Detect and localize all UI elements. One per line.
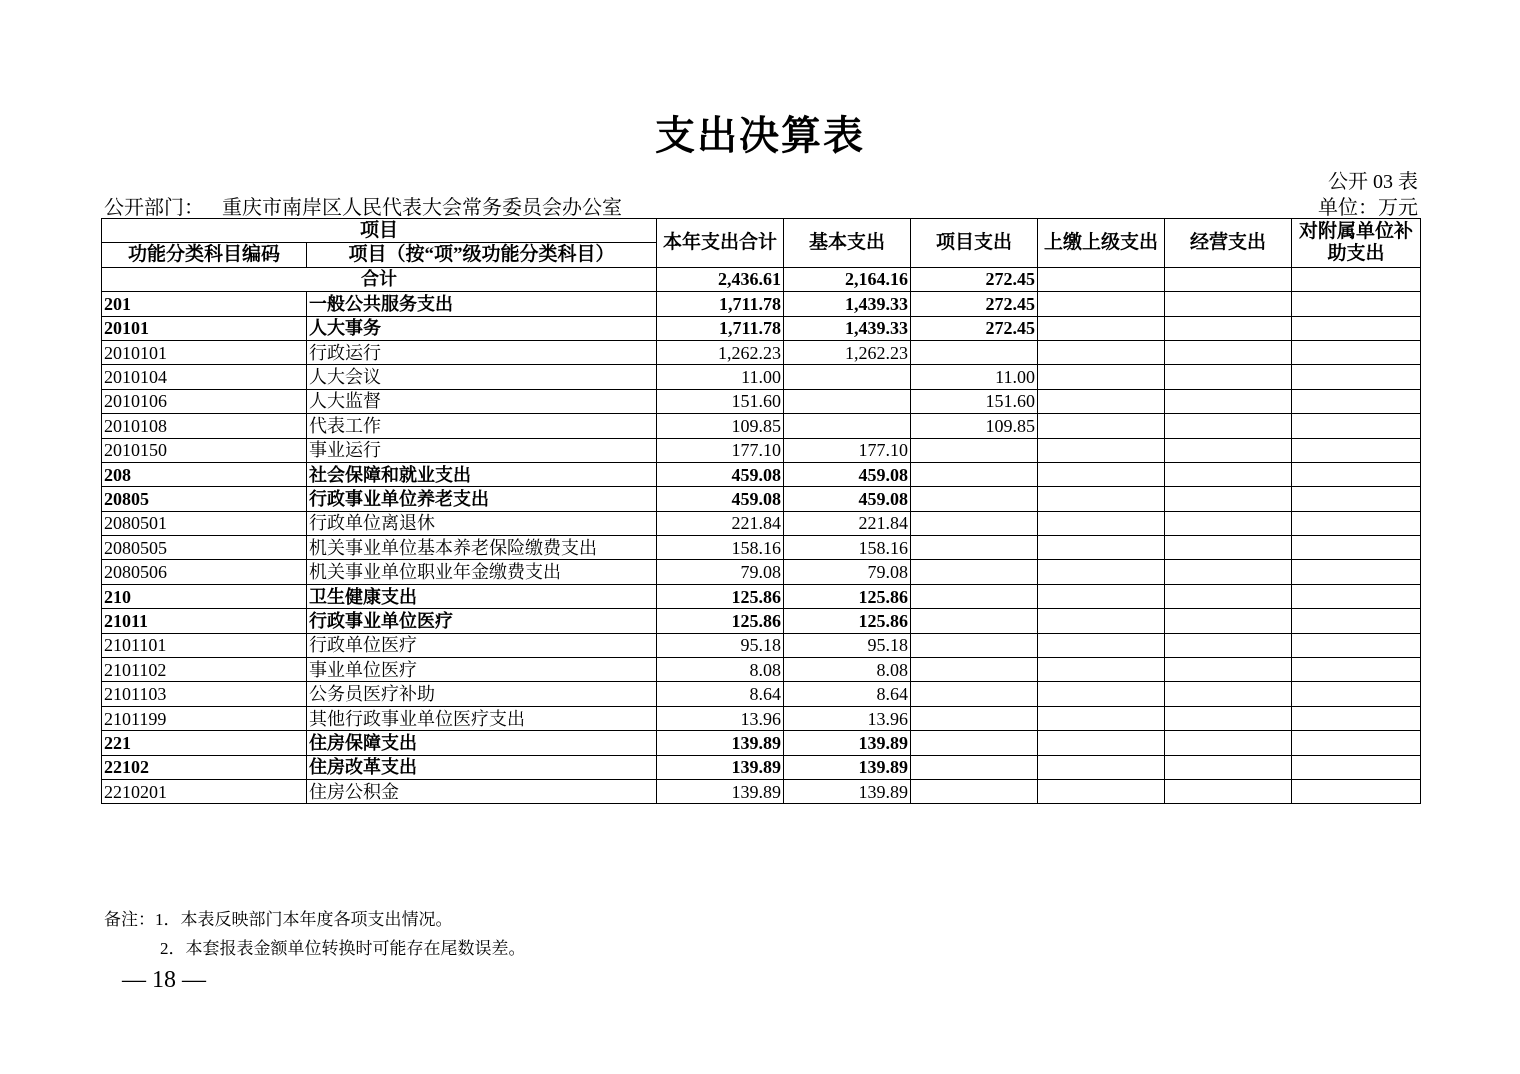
row-basic: 139.89 [784,731,911,755]
header-subsidy: 对附属单位补助支出 [1292,219,1421,268]
header-upper: 上缴上级支出 [1038,219,1165,268]
row-business [1165,487,1292,511]
row-business [1165,511,1292,535]
row-subsidy [1292,487,1421,511]
row-upper [1038,658,1165,682]
row-basic: 79.08 [784,560,911,584]
row-code: 21011 [102,609,307,633]
row-upper [1038,365,1165,389]
row-project [911,755,1038,779]
row-name: 行政运行 [307,340,657,364]
row-project [911,633,1038,657]
row-total: 11.00 [657,365,784,389]
total-row [102,267,1421,291]
row-subsidy [1292,292,1421,316]
row-name: 卫生健康支出 [307,584,657,608]
page-title: 支出决算表 [655,113,865,158]
row-business [1165,438,1292,462]
row-basic: 95.18 [784,633,911,657]
row-basic: 8.64 [784,682,911,706]
row-upper [1038,414,1165,438]
row-upper [1038,438,1165,462]
table-row [102,438,1421,462]
row-total: 1,262.23 [657,340,784,364]
row-project: 109.85 [911,414,1038,438]
row-upper [1038,682,1165,706]
row-code: 2210201 [102,779,307,803]
row-business [1165,755,1292,779]
row-total: 459.08 [657,462,784,486]
row-name: 行政单位医疗 [307,633,657,657]
table-row [102,755,1421,779]
row-subsidy [1292,511,1421,535]
row-code: 2101103 [102,682,307,706]
total-basic: 2,164.16 [784,267,911,291]
row-name: 行政事业单位养老支出 [307,487,657,511]
row-total: 109.85 [657,414,784,438]
table-row [102,365,1421,389]
header-code: 功能分类科目编码 [102,243,307,267]
row-code: 2010101 [102,340,307,364]
row-project [911,658,1038,682]
row-subsidy [1292,779,1421,803]
header-project: 项目支出 [911,219,1038,268]
row-basic: 125.86 [784,609,911,633]
row-upper [1038,633,1165,657]
row-code: 2101102 [102,658,307,682]
row-code: 201 [102,292,307,316]
row-upper [1038,292,1165,316]
row-basic [784,365,911,389]
row-code: 208 [102,462,307,486]
row-business [1165,682,1292,706]
row-project [911,706,1038,730]
row-total: 151.60 [657,389,784,413]
row-name: 一般公共服务支出 [307,292,657,316]
header-name: 项目（按“项”级功能分类科目） [307,243,657,267]
row-total: 125.86 [657,584,784,608]
row-business [1165,414,1292,438]
row-subsidy [1292,536,1421,560]
header-total: 本年支出合计 [657,219,784,268]
row-subsidy [1292,706,1421,730]
row-project [911,731,1038,755]
header-business: 经营支出 [1165,219,1292,268]
row-basic: 158.16 [784,536,911,560]
row-upper [1038,560,1165,584]
row-name: 事业运行 [307,438,657,462]
row-upper [1038,536,1165,560]
row-business [1165,731,1292,755]
table-row [102,633,1421,657]
row-code: 2080501 [102,511,307,535]
row-name: 住房保障支出 [307,731,657,755]
row-code: 2010104 [102,365,307,389]
row-name: 住房改革支出 [307,755,657,779]
row-subsidy [1292,560,1421,584]
note-1: 备注：1．本表反映部门本年度各项支出情况。 [104,910,453,929]
row-basic: 1,439.33 [784,292,911,316]
row-subsidy [1292,365,1421,389]
row-total: 95.18 [657,633,784,657]
row-business [1165,389,1292,413]
expenditure-table [101,218,1421,804]
row-business [1165,633,1292,657]
row-total: 139.89 [657,731,784,755]
row-code: 2080506 [102,560,307,584]
row-subsidy [1292,438,1421,462]
row-basic: 459.08 [784,462,911,486]
table-row [102,292,1421,316]
table-row [102,340,1421,364]
row-business [1165,292,1292,316]
row-code: 2080505 [102,536,307,560]
row-basic [784,389,911,413]
department-name: 重庆市南岸区人民代表大会常务委员会办公室 [222,197,622,219]
row-total: 8.64 [657,682,784,706]
row-basic: 139.89 [784,779,911,803]
row-business [1165,462,1292,486]
row-name: 住房公积金 [307,779,657,803]
page-number: — 18 — [122,967,206,993]
total-project: 272.45 [911,267,1038,291]
header-basic: 基本支出 [784,219,911,268]
department-label: 公开部门： [104,197,204,219]
row-basic: 1,262.23 [784,340,911,364]
row-basic [784,414,911,438]
unit-label: 单位：万元 [1318,197,1418,219]
row-basic: 459.08 [784,487,911,511]
row-subsidy [1292,633,1421,657]
row-total: 158.16 [657,536,784,560]
row-business [1165,706,1292,730]
row-upper [1038,584,1165,608]
row-code: 210 [102,584,307,608]
total-upper [1038,267,1165,291]
row-upper [1038,389,1165,413]
row-upper [1038,462,1165,486]
row-business [1165,365,1292,389]
row-subsidy [1292,462,1421,486]
row-project: 151.60 [911,389,1038,413]
table-row [102,584,1421,608]
row-name: 人大事务 [307,316,657,340]
row-basic: 221.84 [784,511,911,535]
row-project: 272.45 [911,316,1038,340]
row-name: 事业单位医疗 [307,658,657,682]
row-name: 公务员医疗补助 [307,682,657,706]
row-total: 139.89 [657,755,784,779]
row-upper [1038,511,1165,535]
total-total: 2,436.61 [657,267,784,291]
row-subsidy [1292,340,1421,364]
row-total: 8.08 [657,658,784,682]
row-total: 1,711.78 [657,292,784,316]
row-upper [1038,731,1165,755]
row-basic: 139.89 [784,755,911,779]
row-total: 459.08 [657,487,784,511]
row-upper [1038,609,1165,633]
row-business [1165,316,1292,340]
table-row [102,706,1421,730]
row-subsidy [1292,389,1421,413]
row-upper [1038,706,1165,730]
total-label: 合计 [102,267,657,291]
row-subsidy [1292,755,1421,779]
row-name: 机关事业单位基本养老保险缴费支出 [307,536,657,560]
table-row [102,731,1421,755]
row-subsidy [1292,584,1421,608]
department-line [104,191,622,220]
row-business [1165,779,1292,803]
row-basic: 8.08 [784,658,911,682]
row-project: 272.45 [911,292,1038,316]
form-number: 公开 03 表 [1328,171,1418,193]
row-upper [1038,779,1165,803]
note-2: 2．本套报表金额单位转换时可能存在尾数误差。 [160,939,526,958]
row-subsidy [1292,682,1421,706]
row-total: 139.89 [657,779,784,803]
row-project [911,560,1038,584]
row-project [911,511,1038,535]
total-subsidy [1292,267,1421,291]
row-business [1165,340,1292,364]
row-project [911,584,1038,608]
row-project [911,340,1038,364]
table-row [102,682,1421,706]
row-total: 177.10 [657,438,784,462]
table-row [102,536,1421,560]
row-name: 代表工作 [307,414,657,438]
table-row [102,414,1421,438]
row-code: 221 [102,731,307,755]
row-subsidy [1292,609,1421,633]
row-project [911,682,1038,706]
row-name: 行政单位离退休 [307,511,657,535]
row-total: 1,711.78 [657,316,784,340]
row-name: 行政事业单位医疗 [307,609,657,633]
row-basic: 177.10 [784,438,911,462]
row-upper [1038,316,1165,340]
row-project [911,487,1038,511]
row-business [1165,584,1292,608]
row-project [911,438,1038,462]
row-business [1165,536,1292,560]
row-upper [1038,487,1165,511]
row-name: 人大监督 [307,389,657,413]
row-code: 2101199 [102,706,307,730]
row-project: 11.00 [911,365,1038,389]
row-subsidy [1292,414,1421,438]
header-project-group: 项目 [102,219,657,243]
row-subsidy [1292,658,1421,682]
row-project [911,536,1038,560]
table-row [102,487,1421,511]
table-row [102,316,1421,340]
row-business [1165,658,1292,682]
row-business [1165,560,1292,584]
row-code: 20101 [102,316,307,340]
row-subsidy [1292,316,1421,340]
row-business [1165,609,1292,633]
row-code: 20805 [102,487,307,511]
row-name: 人大会议 [307,365,657,389]
row-code: 2010106 [102,389,307,413]
row-project [911,609,1038,633]
row-total: 125.86 [657,609,784,633]
row-upper [1038,755,1165,779]
row-code: 2010108 [102,414,307,438]
table-row [102,560,1421,584]
row-subsidy [1292,731,1421,755]
row-total: 79.08 [657,560,784,584]
row-project [911,462,1038,486]
table-row [102,609,1421,633]
row-basic: 13.96 [784,706,911,730]
row-name: 社会保障和就业支出 [307,462,657,486]
notes [104,905,526,963]
table-row [102,511,1421,535]
row-basic: 125.86 [784,584,911,608]
row-total: 13.96 [657,706,784,730]
row-basic: 1,439.33 [784,316,911,340]
row-name: 机关事业单位职业年金缴费支出 [307,560,657,584]
table-row [102,658,1421,682]
table-row [102,462,1421,486]
row-code: 2010150 [102,438,307,462]
row-name: 其他行政事业单位医疗支出 [307,706,657,730]
row-upper [1038,340,1165,364]
total-business [1165,267,1292,291]
table-row [102,389,1421,413]
row-total: 221.84 [657,511,784,535]
table-row [102,779,1421,803]
row-project [911,779,1038,803]
row-code: 22102 [102,755,307,779]
row-code: 2101101 [102,633,307,657]
